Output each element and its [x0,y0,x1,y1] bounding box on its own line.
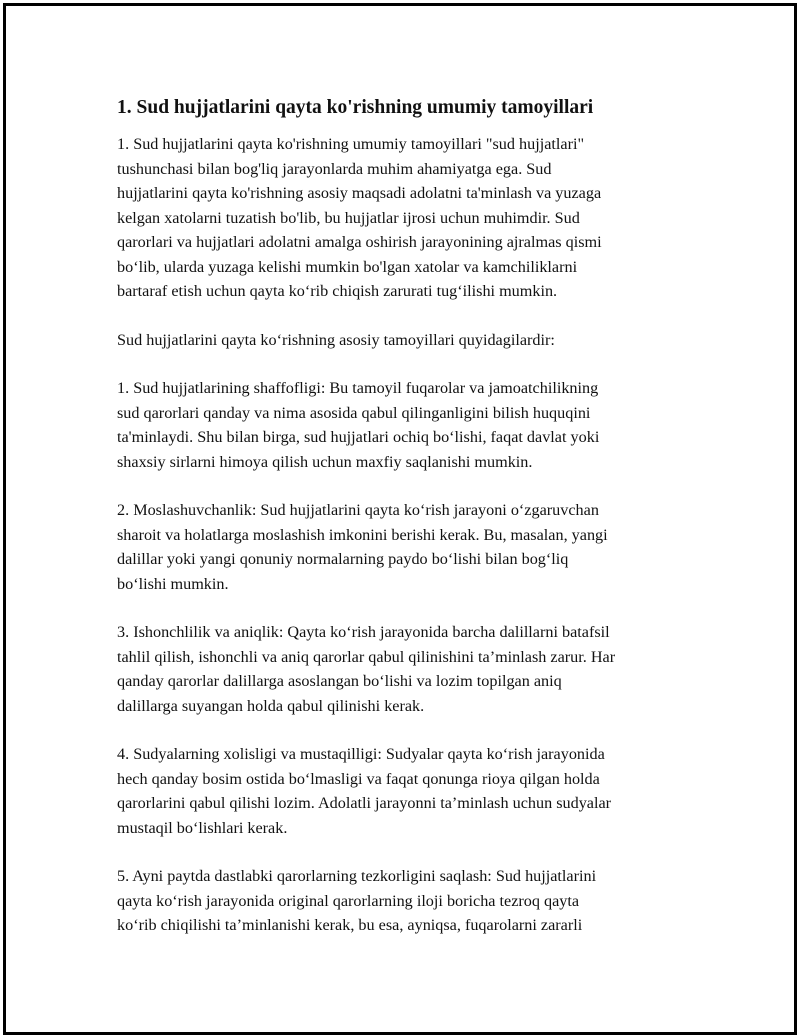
text-line: hech qanday bosim ostida bo‘lmasligi va faqat qonunga rioya qilgan holda [117,769,600,788]
paragraph [117,864,677,938]
text-line: kelgan xatolarni tuzatish bo'lib, bu hujjatlar ijrosi uchun muhimdir. Sud [117,208,580,227]
text-line: hujjatlarini qayta ko'rishning asosiy maqsadi adolatni ta'minlash va yuzaga [117,184,602,202]
paragraph [117,132,677,304]
text-line: 2. Moslashuvchanlik: Sud hujjatlarini qayta ko‘rish jarayoni o‘zgaruvchan [117,501,599,519]
text-line: 4. Sudyalarning xolisligi va mustaqilligi: Sudyalar qayta ko‘rish jarayonida [117,745,605,763]
text-line: Sud hujjatlarini qayta ko‘rishning asosiy tamoyillari quyidagilardir: [117,330,555,349]
text-line: sharoit va holatlarga moslashish imkonini berishi kerak. Bu, masalan, yangi [117,525,608,544]
text-line: tahlil qilish, ishonchli va aniq qarorlar qabul qilinishini ta’minlash zarur. Har [117,647,616,666]
text-line: qarorlarini qabul qilishi lozim. Adolatli jarayonni ta’minlash uchun sudyalar [117,794,612,812]
text-line: qanday qarorlar dalillarga asoslangan bo‘lishi va lozim topilgan aniq [117,672,562,690]
text-line: shaxsiy sirlarni himoya qilish uchun maxfiy saqlanishi mumkin. [117,452,533,471]
text-line: 3. Ishonchlilik va aniqlik: Qayta ko‘rish jarayonida barcha dalillarni batafsil [117,623,610,641]
text-line: ta'minlaydi. Shu bilan birga, sud hujjatlari ochiq bo‘lishi, faqat davlat yoki [117,428,600,446]
paragraph [117,742,677,840]
paragraph [117,620,677,718]
text-line: dalillar yoki yangi qonuniy normalarning paydo bo‘lishi bilan bog‘liq [117,550,569,568]
text-line: mustaqil bo‘lishlari kerak. [117,818,288,837]
text-line: bo‘lishi mumkin. [117,574,229,593]
text-line: 5. Ayni paytda dastlabki qarorlarning tezkorligini saqlash: Sud hujjatlarini [117,867,597,885]
text-line: dalillarga suyangan holda qabul qilinishi kerak. [117,696,425,715]
paragraph [117,498,677,596]
paragraph [117,376,677,474]
text-line: qarorlari va hujjatlari adolatni amalga oshirish jarayonining ajralmas qismi [117,233,602,251]
document-body [117,96,677,962]
paragraph [117,328,677,353]
section-heading: 1. Sud hujjatlarini qayta ko'rishning umumiy tamoyillari [117,97,594,118]
text-line: qayta ko‘rish jarayonida original qarorlarning iloji boricha tezroq qayta [117,891,580,910]
text-line: tushunchasi bilan bog'liq jarayonlarda muhim ahamiyatga ega. Sud [117,159,552,178]
text-line: sud qarorlari qanday va nima asosida qabul qilinganligini bilish huquqini [117,403,591,422]
paragraph-list [117,132,677,938]
text-line: bartaraf etish uchun qayta ko‘rib chiqish zarurati tug‘ilishi mumkin. [117,282,558,300]
text-line: 1. Sud hujjatlarini qayta ko'rishning umumiy tamoyillari "sud hujjatlari" [117,135,585,153]
text-line: bo‘lib, ularda yuzaga kelishi mumkin bo'lgan xatolar va kamchiliklarni [117,257,578,276]
text-line: 1. Sud hujjatlarining shaffofligi: Bu tamoyil fuqarolar va jamoatchilikning [117,379,599,397]
text-line: ko‘rib chiqilishi ta’minlanishi kerak, bu esa, ayniqsa, fuqarolarni zararli [117,916,583,934]
